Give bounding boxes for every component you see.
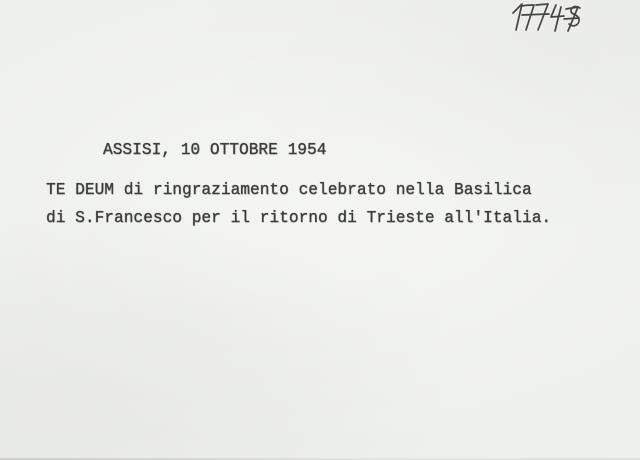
digit-7a-stroke <box>522 5 534 30</box>
caption-line: di S.Francesco per il ritorno di Trieste all'Italia. <box>46 209 552 227</box>
digit-4-stroke <box>551 5 564 31</box>
caption-dateline: ASSISI, 10 OTTOBRE 1954 <box>103 141 327 159</box>
digit-7b-stroke <box>536 4 548 30</box>
digit-1-stroke <box>513 4 522 30</box>
caption-line: TE DEUM di ringraziamento celebrato nella Basilica <box>46 181 532 199</box>
handwritten-archive-number <box>510 2 582 32</box>
digit-7-crossbar <box>522 14 549 15</box>
